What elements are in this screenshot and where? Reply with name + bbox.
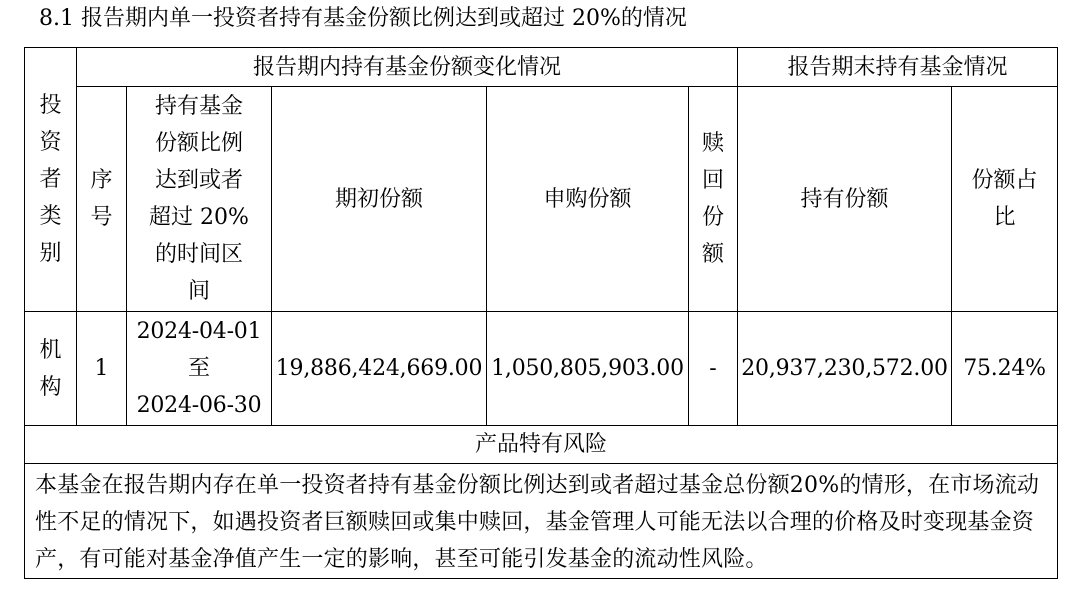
col-purchase-header: 申购份额 [487, 87, 689, 312]
period-sep: 至 [187, 356, 210, 381]
holder-table [24, 47, 1058, 579]
cell-ratio: 75.24% [952, 312, 1058, 426]
group-end-header: 报告期末持有基金情况 [738, 48, 1058, 87]
cell-period [127, 312, 272, 426]
risk-text: 本基金在报告期内存在单一投资者持有基金份额比例达到或者超过基金总份额20%的情形，在市场流动性不足的情况下，如遇投资者巨额赎回或集中赎回，基金管理人可能无法以合理的价格及时变现基金资产，有可能对基金净值产生一定的影响，甚至可能引发基金的流动性风险。 [25, 464, 1058, 579]
table-row [25, 312, 1058, 426]
period-end: 2024-06-30 [136, 393, 262, 418]
risk-header-row [25, 426, 1058, 464]
cell-holding: 20,937,230,572.00 [738, 312, 952, 426]
col-redeem-header: 赎回份额 [689, 87, 738, 312]
risk-header: 产品特有风险 [25, 426, 1058, 464]
col-initial-header: 期初份额 [272, 87, 487, 312]
cell-redeem: - [689, 312, 738, 426]
col-seq-header: 序号 [77, 87, 127, 312]
section-title: 8.1 报告期内单一投资者持有基金份额比例达到或超过 20%的情况 [39, 6, 687, 31]
col-period-header: 持有基金份额比例达到或者超过 20%的时间区间 [127, 87, 272, 312]
cell-purchase: 1,050,805,903.00 [487, 312, 689, 426]
cell-seq: 1 [77, 312, 127, 426]
col-investor-type-header: 投资者类别 [25, 48, 77, 312]
col-ratio-header: 份额占比 [952, 87, 1058, 312]
risk-text-row [25, 464, 1058, 579]
group-change-header: 报告期内持有基金份额变化情况 [77, 48, 738, 87]
cell-investor-type: 机构 [25, 312, 77, 426]
cell-initial: 19,886,424,669.00 [272, 312, 487, 426]
col-holding-header: 持有份额 [738, 87, 952, 312]
column-header-row [25, 87, 1058, 312]
group-header-row [25, 48, 1058, 87]
period-start: 2024-04-01 [136, 319, 262, 344]
